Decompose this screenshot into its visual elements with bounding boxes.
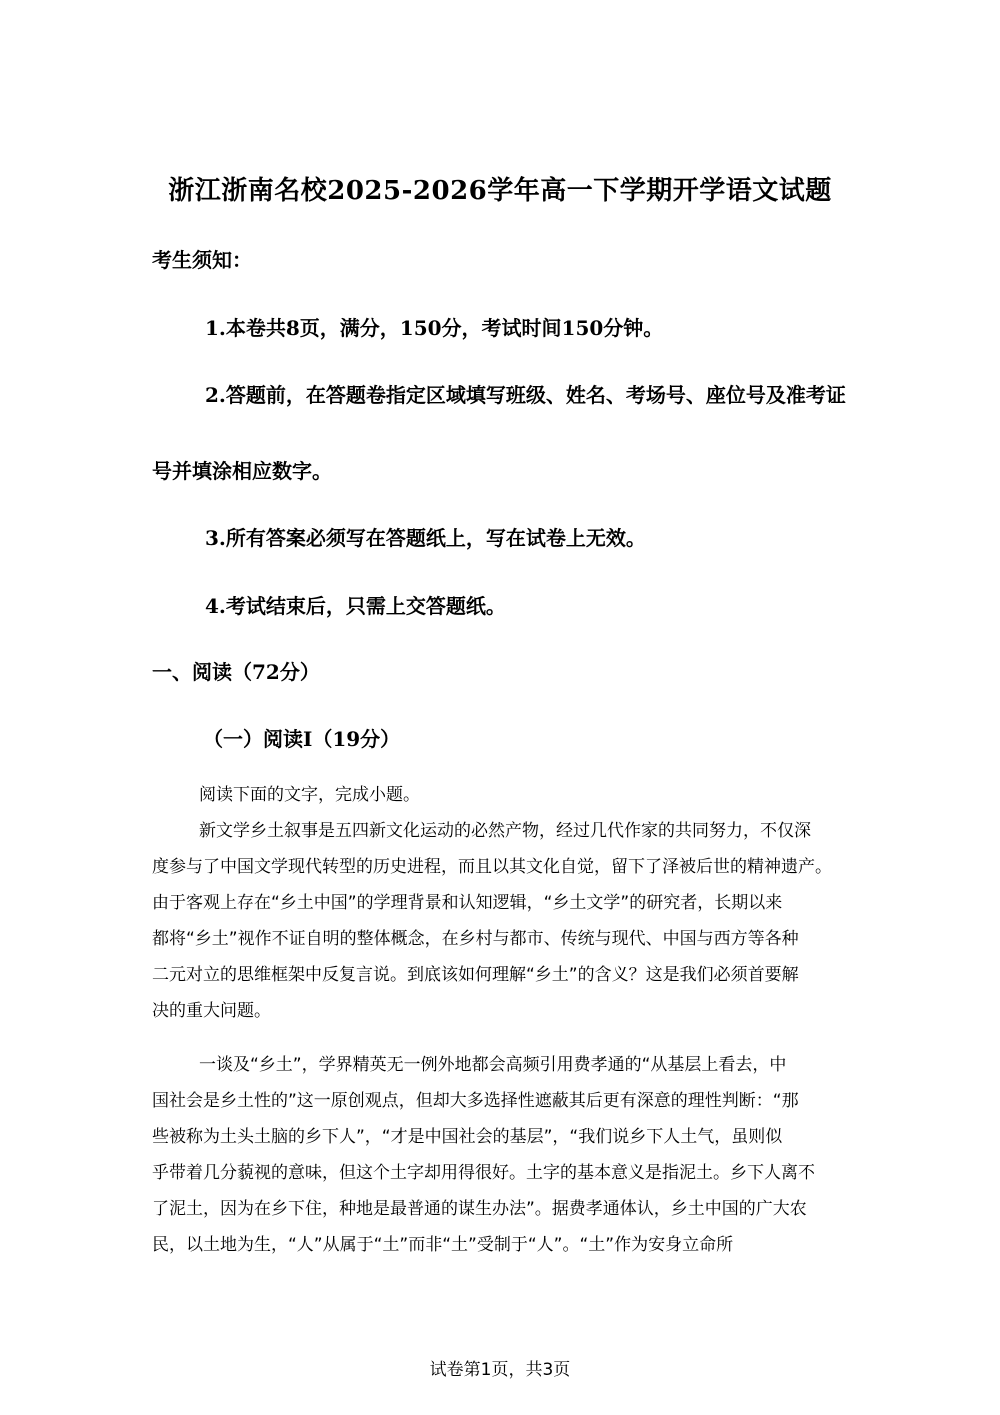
passage-line: 些被称为土头土脑的乡下人”，“才是中国社会的基层”，“我们说乡下人土气，虽则似 bbox=[152, 1127, 783, 1147]
page-title: 浙江浙南名校2025-2026学年高一下学期开学语文试题 bbox=[168, 176, 832, 206]
reading-instruction: 阅读下面的文字，完成小题。 bbox=[199, 785, 420, 805]
passage-line: 新文学乡土叙事是五四新文化运动的必然产物，经过几代作家的共同努力，不仅深 bbox=[199, 821, 811, 841]
passage-line: 二元对立的思维框架中反复言说。到底该如何理解“乡土”的含义？这是我们必须首要解 bbox=[152, 965, 799, 985]
passage-line: 了泥土，因为在乡下住，种地是最普通的谋生办法”。据费孝通体认，乡土中国的广大农 bbox=[152, 1199, 807, 1219]
passage-line: 度参与了中国文学现代转型的历史进程，而且以其文化自觉，留下了泽被后世的精神遗产。 bbox=[152, 857, 832, 877]
passage-line: 民，以土地为生，“人”从属于“土”而非“土”受制于“人”。“土”作为安身立命所 bbox=[152, 1235, 734, 1255]
page-footer: 试卷第1页，共3页 bbox=[429, 1360, 571, 1380]
notice-item-3: 3.所有答案必须写在答题纸上，写在试卷上无效。 bbox=[205, 526, 646, 550]
passage-line: 都将“乡土”视作不证自明的整体概念，在乡村与都市、传统与现代、中国与西方等各种 bbox=[152, 929, 799, 949]
section-heading: 一、阅读（72分） bbox=[152, 660, 320, 684]
passage-line: 由于客观上存在“乡土中国”的学理背景和认知逻辑，“乡土文学”的研究者，长期以来 bbox=[152, 893, 783, 913]
subsection-heading: （一）阅读Ⅰ（19分） bbox=[203, 727, 401, 751]
notice-item-4: 4.考试结束后，只需上交答题纸。 bbox=[205, 594, 506, 618]
passage-paragraph-1 bbox=[152, 813, 852, 1029]
passage-line: 一谈及“乡土”，学界精英无一例外地都会高频引用费孝通的“从基层上看去，中 bbox=[199, 1055, 787, 1075]
passage-line: 国社会是乡土性的”这一原创观点，但却大多选择性遮蔽其后更有深意的理性判断：“那 bbox=[152, 1091, 799, 1111]
notice-label: 考生须知： bbox=[152, 248, 252, 272]
notice-item-2-line-1: 2.答题前，在答题卷指定区域填写班级、姓名、考场号、座位号及准考证 bbox=[205, 383, 846, 407]
notice-item-1: 1.本卷共8页，满分，150分，考试时间150分钟。 bbox=[205, 316, 664, 340]
passage-line: 决的重大问题。 bbox=[152, 1001, 271, 1021]
passage-line: 乎带着几分藐视的意味，但这个土字却用得很好。土字的基本意义是指泥土。乡下人离不 bbox=[152, 1163, 815, 1183]
passage-paragraph-2 bbox=[152, 1047, 852, 1263]
notice-item-2-line-2: 号并填涂相应数字。 bbox=[152, 459, 332, 483]
